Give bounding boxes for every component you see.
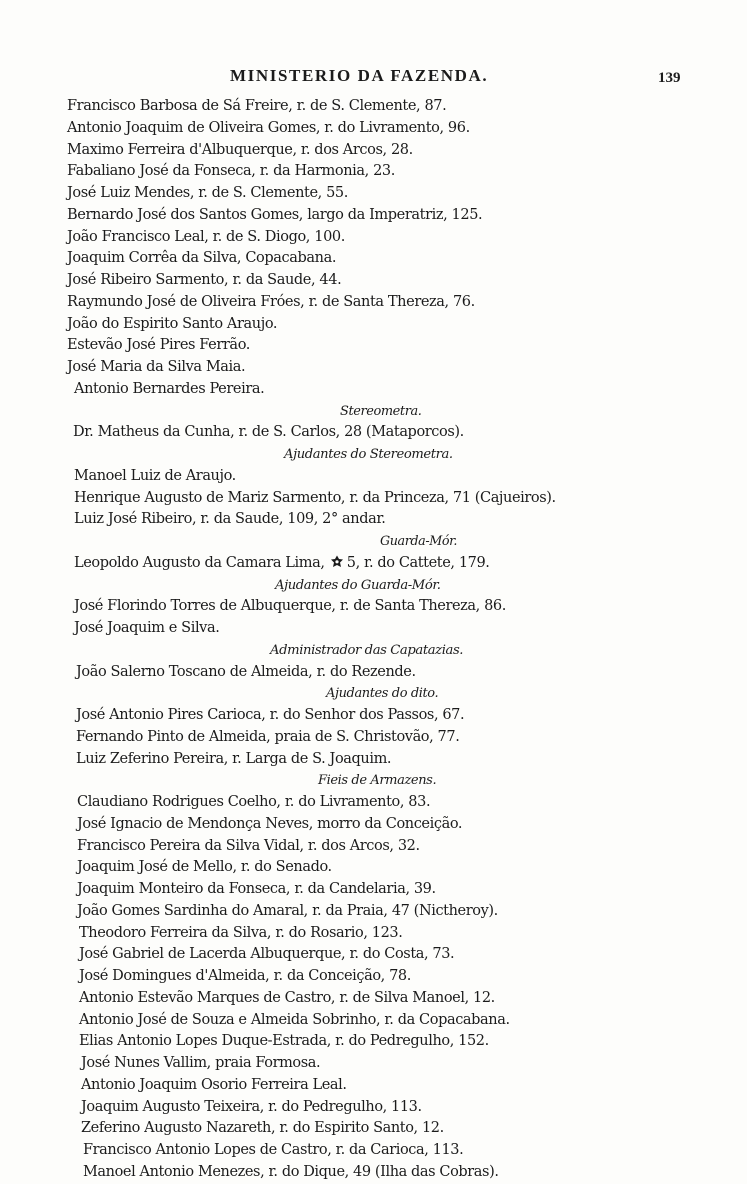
entry-text: João do Espirito Santo Araujo. bbox=[67, 315, 278, 332]
list-entry bbox=[0, 662, 747, 684]
list-entry bbox=[0, 966, 747, 988]
list-entry bbox=[0, 1075, 747, 1097]
entry-text: Maximo Ferreira d'Albuquerque, r. dos Arcos, 28. bbox=[67, 141, 413, 158]
list-entry bbox=[0, 814, 747, 836]
list-entry bbox=[0, 1162, 747, 1184]
list-entry bbox=[0, 509, 747, 531]
list-entry bbox=[0, 618, 747, 640]
entry-text: Dr. Matheus da Cunha, r. de S. Carlos, 28 (Mataporcos). bbox=[73, 424, 464, 441]
list-entry bbox=[0, 466, 747, 488]
entry-text: Henrique Augusto de Mariz Sarmento, r. da Princeza, 71 (Cajueiros). bbox=[74, 489, 556, 506]
list-entry bbox=[0, 292, 747, 314]
list-entry bbox=[0, 553, 747, 575]
entry-text: Joaquim Corrêa da Silva, Copacabana. bbox=[67, 250, 337, 267]
list-entry bbox=[0, 96, 747, 118]
entry-text: Zeferino Augusto Nazareth, r. do Espirito Santo, 12. bbox=[81, 1120, 444, 1137]
entry-text: Antonio Estevão Marques de Castro, r. de Silva Manoel, 12. bbox=[79, 989, 495, 1006]
entry-text: João Gomes Sardinha do Amaral, r. da Praia, 47 (Nictheroy). bbox=[77, 902, 498, 919]
entry-text: Fabaliano José da Fonseca, r. da Harmonia, 23. bbox=[67, 163, 395, 180]
entry-text: José Ribeiro Sarmento, r. da Saude, 44. bbox=[67, 272, 342, 288]
page-number: 139 bbox=[658, 70, 681, 86]
list-entry bbox=[0, 792, 747, 814]
list-entry bbox=[0, 836, 747, 858]
section-heading-text: Ajudantes do Stereometra. bbox=[284, 447, 453, 462]
list-entry bbox=[0, 161, 747, 183]
list-entry bbox=[0, 227, 747, 249]
entry-text: João Francisco Leal, r. de S. Diogo, 100. bbox=[67, 228, 345, 245]
list-entry bbox=[0, 314, 747, 336]
entry-text: Fernando Pinto de Almeida, praia de S. Christovão, 77. bbox=[76, 728, 460, 745]
list-entry bbox=[0, 901, 747, 923]
list-entry bbox=[0, 335, 747, 357]
entry-text: Antonio Joaquim Osorio Ferreira Leal. bbox=[81, 1076, 347, 1093]
entry-text: João Salerno Toscano de Almeida, r. do Rezende. bbox=[76, 663, 416, 680]
entry-text: José Florindo Torres de Albuquerque, r. de Santa Thereza, 86. bbox=[74, 598, 506, 615]
entry-text-continued: 5, r. do Cattete, 179. bbox=[346, 554, 490, 571]
list-entry bbox=[0, 944, 747, 966]
entry-text: José Domingues d'Almeida, r. da Conceição, 78. bbox=[79, 968, 411, 984]
page-header bbox=[0, 66, 747, 92]
entry-text: Luiz Zeferino Pereira, r. Larga de S. Joaquim. bbox=[76, 750, 392, 767]
entry-text: Elias Antonio Lopes Duque-Estrada, r. do Pedregulho, 152. bbox=[79, 1033, 489, 1050]
list-entry bbox=[0, 1031, 747, 1053]
entry-text: Joaquim Augusto Teixeira, r. do Pedregulho, 113. bbox=[81, 1098, 422, 1115]
list-entry bbox=[0, 270, 747, 292]
list-entry bbox=[0, 749, 747, 771]
list-entry bbox=[0, 1118, 747, 1140]
list-entry bbox=[0, 857, 747, 879]
section-heading-text: Guarda-Mór. bbox=[380, 534, 458, 549]
entry-text: Antonio Bernardes Pereira. bbox=[74, 380, 265, 397]
section-heading-text: Administrador das Capatazias. bbox=[270, 642, 464, 658]
entry-text: Joaquim Monteiro da Fonseca, r. da Candelaria, 39. bbox=[77, 881, 436, 897]
list-entry bbox=[0, 379, 747, 401]
entry-text: Joaquim José de Mello, r. do Senado. bbox=[77, 859, 332, 876]
list-entry bbox=[0, 183, 747, 205]
list-entry bbox=[0, 357, 747, 379]
entry-text: Claudiano Rodrigues Coelho, r. do Livramento, 83. bbox=[77, 794, 431, 810]
entry-text: Raymundo José de Oliveira Fróes, r. de Santa Thereza, 76. bbox=[67, 293, 475, 310]
list-entry bbox=[0, 879, 747, 901]
entry-text: José Antonio Pires Carioca, r. do Senhor dos Passos, 67. bbox=[76, 707, 465, 723]
entry-text: Theodoro Ferreira da Silva, r. do Rosario, 123. bbox=[79, 924, 403, 941]
list-entry bbox=[0, 705, 747, 727]
list-entry bbox=[0, 1010, 747, 1032]
section-heading-text: Ajudantes do dito. bbox=[326, 686, 439, 702]
list-entry bbox=[0, 1097, 747, 1119]
entry-text: Francisco Barbosa de Sá Freire, r. de S. Clemente, 87. bbox=[67, 98, 447, 114]
entry-text: José Luiz Mendes, r. de S. Clemente, 55. bbox=[67, 185, 348, 201]
entry-text: Bernardo José dos Santos Gomes, largo da Imperatriz, 125. bbox=[67, 206, 483, 223]
entry-text: Francisco Antonio Lopes de Castro, r. da Carioca, 113. bbox=[83, 1142, 464, 1158]
directory-listing bbox=[0, 96, 747, 1184]
entry-text: Manoel Luiz de Araujo. bbox=[74, 467, 236, 484]
entry-text: José Ignacio de Mendonça Neves, morro da Conceição. bbox=[77, 815, 463, 832]
entry-text: José Gabriel de Lacerda Albuquerque, r. do Costa, 73. bbox=[79, 946, 455, 963]
list-entry bbox=[0, 923, 747, 945]
entry-text: Antonio Joaquim de Oliveira Gomes, r. do Livramento, 96. bbox=[67, 119, 470, 136]
section-heading-text: Ajudantes do Guarda-Mór. bbox=[275, 577, 441, 593]
entry-text: Leopoldo Augusto da Camara Lima, bbox=[74, 554, 325, 571]
entry-text: José Nunes Vallim, praia Formosa. bbox=[81, 1055, 321, 1071]
order-insignia-icon bbox=[330, 555, 344, 569]
section-heading bbox=[0, 640, 747, 662]
running-title: MINISTERIO DA FAZENDA. bbox=[230, 66, 489, 85]
entry-text: Luiz José Ribeiro, r. da Saude, 109, 2° andar. bbox=[74, 511, 386, 528]
entry-text: José Joaquim e Silva. bbox=[74, 620, 220, 636]
entry-text: Manoel Antonio Menezes, r. do Dique, 49 (Ilha das Cobras). bbox=[83, 1163, 499, 1180]
list-entry bbox=[0, 205, 747, 227]
section-heading-text: Stereometra. bbox=[340, 403, 422, 419]
list-entry bbox=[0, 988, 747, 1010]
section-heading bbox=[0, 401, 747, 423]
entry-text: Antonio José de Souza e Almeida Sobrinho, r. da Copacabana. bbox=[79, 1011, 510, 1028]
section-heading bbox=[0, 575, 747, 597]
section-heading bbox=[0, 683, 747, 705]
entry-text: Francisco Pereira da Silva Vidal, r. dos Arcos, 32. bbox=[77, 837, 420, 854]
list-entry bbox=[0, 118, 747, 140]
list-entry bbox=[0, 727, 747, 749]
list-entry bbox=[0, 596, 747, 618]
section-heading bbox=[0, 531, 747, 553]
list-entry bbox=[0, 140, 747, 162]
list-entry bbox=[0, 488, 747, 510]
section-heading bbox=[0, 770, 747, 792]
entry-text: Estevão José Pires Ferrão. bbox=[67, 337, 250, 354]
list-entry bbox=[0, 248, 747, 270]
section-heading-text: Fieis de Armazens. bbox=[318, 773, 437, 789]
section-heading bbox=[0, 444, 747, 466]
list-entry bbox=[0, 1140, 747, 1162]
list-entry bbox=[0, 1053, 747, 1075]
list-entry bbox=[0, 422, 747, 444]
entry-text: José Maria da Silva Maia. bbox=[67, 359, 246, 375]
